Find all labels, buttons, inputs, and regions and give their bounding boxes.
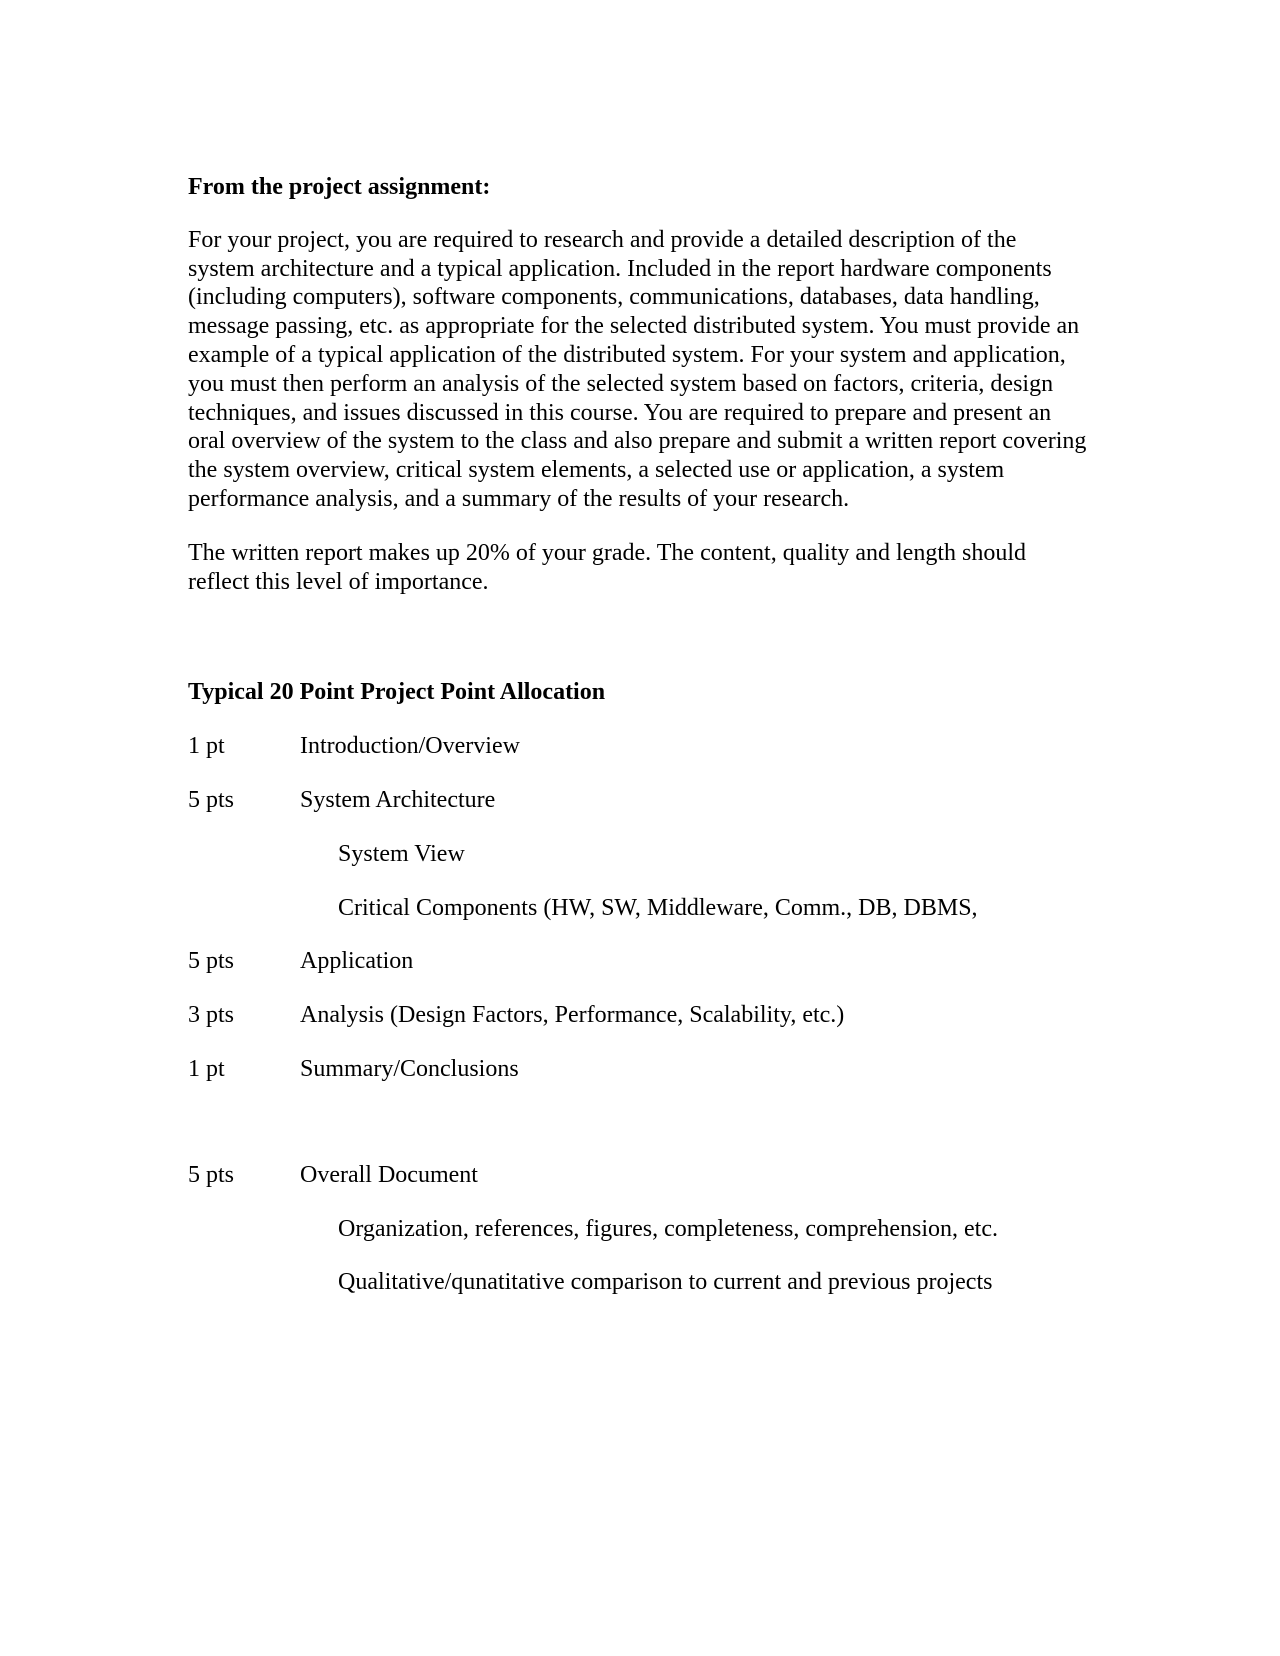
allocation-item-application: [188, 947, 1088, 976]
allocation-item-overall-document: [188, 1161, 1088, 1190]
allocation-label: Analysis (Design Factors, Performance, Scalability, etc.): [300, 1002, 845, 1029]
allocation-subitem-comparison: Qualitative/qunatitative comparison to current and previous projects: [338, 1269, 993, 1296]
allocation-label: System Architecture: [300, 786, 496, 813]
allocation-item-introduction: [188, 732, 1088, 761]
allocation-item-analysis: [188, 1001, 1088, 1030]
allocation-points: 5 pts: [188, 948, 235, 975]
assignment-paragraph-1: For your project, you are required to research and provide a detailed description of the system architecture and a typical application. Included in the report hardware components (including computers), software components, communications, databases, data handling, message passing, etc. as appropriate for the selected distributed system. You must provide an example of a typical application of the distributed system. For your system and application, you must then perform an analysis of the selected system based on factors, criteria, design techniques, and issues discussed in this course. You are required to prepare and present an oral overview of the system to the class and also prepare and submit a written report covering the system overview, critical system elements, a selected use or application, a system performance analysis, and a summary of the results of your research.: [188, 226, 1087, 512]
allocation-label: Application: [300, 948, 414, 975]
allocation-points: 5 pts: [188, 1161, 235, 1188]
allocation-label: Summary/Conclusions: [300, 1055, 519, 1082]
document-page: [188, 173, 1088, 1297]
allocation-item-summary: [188, 1055, 1088, 1084]
allocation-points: 1 pt: [188, 1055, 225, 1082]
allocation-subitem-critical-components: Critical Components (HW, SW, Middleware, Comm., DB, DBMS,: [338, 894, 978, 921]
allocation-heading: Typical 20 Point Project Point Allocation: [188, 679, 606, 706]
allocation-subitem-organization: Organization, references, figures, completeness, comprehension, etc.: [338, 1215, 998, 1242]
assignment-paragraph-2: The written report makes up 20% of your grade. The content, quality and length should reflect this level of importance.: [188, 539, 1027, 595]
allocation-label: Introduction/Overview: [300, 733, 520, 760]
allocation-points: 3 pts: [188, 1002, 235, 1029]
spacer: [188, 1084, 1088, 1136]
allocation-label: Overall Document: [300, 1161, 478, 1188]
allocation-points: 5 pts: [188, 786, 235, 813]
allocation-points: 1 pt: [188, 733, 225, 760]
allocation-item-system-architecture: [188, 786, 1088, 815]
assignment-heading: From the project assignment:: [188, 174, 491, 200]
allocation-subitem-system-view: System View: [338, 840, 465, 867]
